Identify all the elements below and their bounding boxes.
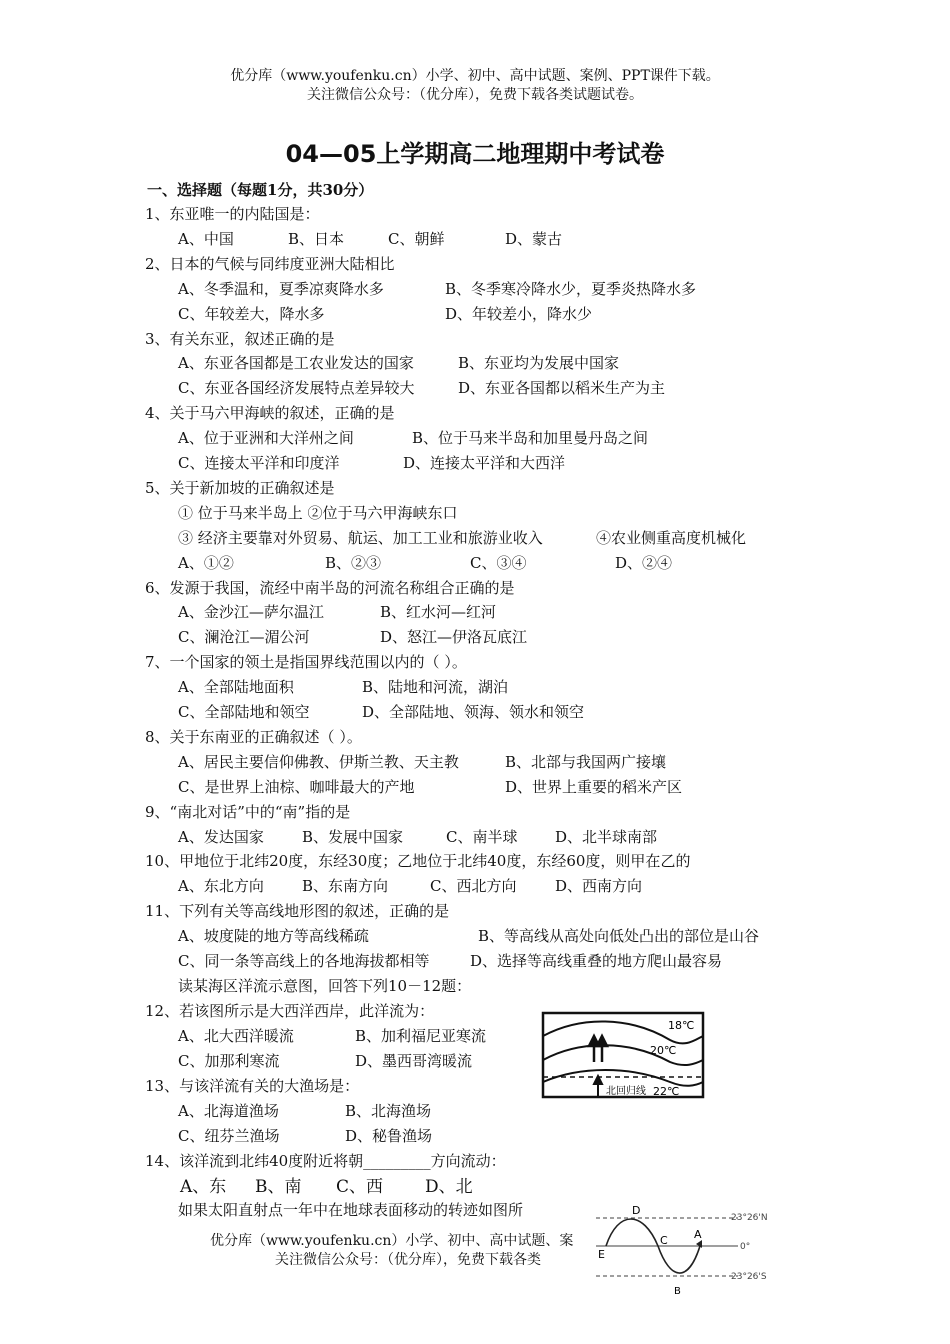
q9-option-d: D、北半球南部: [555, 828, 658, 846]
header-line-1: 优分库（www.youfenku.cn）小学、初中、高中试题、案例、PPT课件下载。: [230, 68, 720, 84]
q10-option-b: B、东南方向: [302, 877, 389, 895]
question-2: 2、日本的气候与同纬度亚洲大陆相比: [145, 255, 395, 273]
q11-option-a: A、坡度陡的地方等高线稀疏: [178, 927, 369, 945]
q10-option-d: D、西南方向: [555, 877, 643, 895]
label-18: 18℃: [668, 1019, 695, 1032]
current-arrow-1: [589, 1036, 599, 1062]
q13-option-d: D、秘鲁渔场: [345, 1127, 433, 1145]
label-20: 20℃: [650, 1044, 677, 1057]
q6-option-d: D、怒江—伊洛瓦底江: [380, 628, 528, 646]
footer-line-1: 优分库（www.youfenku.cn）小学、初中、高中试题、案: [210, 1233, 574, 1249]
point-c: C: [660, 1234, 668, 1247]
q2-option-d: D、年较差小，降水少: [445, 305, 593, 323]
point-d: D: [632, 1204, 641, 1217]
isotherm-20: [543, 1045, 703, 1065]
q7-option-b: B、陆地和河流，湖泊: [362, 678, 509, 696]
question-4: 4、关于马六甲海峡的叙述，正确的是: [145, 404, 395, 422]
q11-option-d: D、选择等高线重叠的地方爬山最容易: [470, 952, 723, 970]
header-line-2: 关注微信公众号：（优分库），免费下载各类试题试卷。: [307, 87, 643, 103]
q2-option-b: B、冬季寒冷降水少，夏季炎热降水多: [445, 280, 697, 298]
question-11: 11、下列有关等高线地形图的叙述，正确的是: [145, 902, 450, 920]
question-9: 9、“南北对话”中的“南”指的是: [145, 803, 351, 821]
q7-option-d: D、全部陆地、领海、领水和领空: [362, 703, 585, 721]
q13-option-a: A、北海道渔场: [178, 1102, 279, 1120]
q6-option-c: C、澜沧江—湄公河: [178, 628, 310, 646]
ocean-figure-intro: 读某海区洋流示意图，回答下列10－12题：: [178, 977, 472, 995]
q9-option-c: C、南半球: [446, 828, 518, 846]
question-6: 6、发源于我国，流经中南半岛的河流名称组合正确的是: [145, 579, 515, 597]
sun-path-figure: [588, 1200, 778, 1300]
q11-option-c: C、同一条等高线上的各地海拔都相等: [178, 952, 430, 970]
q8-option-d: D、世界上重要的稻米产区: [505, 778, 683, 796]
lat-north: 23°26'N: [731, 1213, 768, 1223]
question-13: 13、与该洋流有关的大渔场是：: [145, 1077, 360, 1095]
label-tropic: 北回归线: [606, 1086, 646, 1097]
q7-option-a: A、全部陆地面积: [178, 678, 294, 696]
q8-option-a: A、居民主要信仰佛教、伊斯兰教、天主教: [178, 753, 459, 771]
point-a: A: [694, 1228, 702, 1241]
q6-option-b: B、红水河—红河: [380, 603, 497, 621]
q9-option-a: A、发达国家: [178, 828, 264, 846]
q10-option-c: C、西北方向: [430, 877, 517, 895]
q4-option-c: C、连接太平洋和印度洋: [178, 454, 340, 472]
q10-option-a: A、东北方向: [178, 877, 264, 895]
question-8: 8、关于东南亚的正确叙述（ ）。: [145, 728, 362, 746]
q14-option-d: D、北: [425, 1177, 473, 1197]
q14-option-a: A、东: [180, 1177, 227, 1197]
label-22: 22℃: [653, 1085, 680, 1098]
question-7: 7、一个国家的领土是指国界线范围以内的（ ）。: [145, 653, 467, 671]
question-3: 3、有关东亚，叙述正确的是: [145, 330, 335, 348]
section-heading: 一、选择题（每题1分，共30分）: [147, 181, 374, 199]
q5-option-a: A、①②: [178, 554, 234, 572]
lat-equator: 0°: [740, 1242, 751, 1252]
q3-option-c: C、东亚各国经济发展特点差异较大: [178, 379, 415, 397]
q11-option-b: B、等高线从高处向低处凸出的部位是山谷: [478, 927, 760, 945]
q9-option-b: B、发展中国家: [302, 828, 404, 846]
q1-option-b: B、日本: [288, 230, 345, 248]
q5-statement-1: ① 位于马来半岛上 ②位于马六甲海峡东口: [178, 504, 458, 522]
q2-option-a: A、冬季温和，夏季凉爽降水多: [178, 280, 384, 298]
question-5: 5、关于新加坡的正确叙述是: [145, 479, 335, 497]
q1-option-c: C、朝鲜: [388, 230, 445, 248]
q5-option-d: D、②④: [615, 554, 673, 572]
q14-option-c: C、西: [336, 1177, 384, 1197]
q4-option-b: B、位于马来半岛和加里曼丹岛之间: [412, 429, 649, 447]
q2-option-c: C、年较差大，降水多: [178, 305, 325, 323]
q5-option-b: B、②③: [325, 554, 382, 572]
page-title: 04—05上学期高二地理期中考试卷: [285, 140, 665, 168]
q14-option-b: B、南: [255, 1177, 302, 1197]
q8-option-b: B、北部与我国两广接壤: [505, 753, 667, 771]
footer-line-2: 关注微信公众号：（优分库），免费下载各类: [275, 1252, 541, 1268]
point-e: E: [598, 1248, 605, 1261]
q5-option-c: C、③④: [470, 554, 527, 572]
q13-option-c: C、纽芬兰渔场: [178, 1127, 280, 1145]
q4-option-d: D、连接太平洋和大西洋: [403, 454, 566, 472]
q12-option-c: C、加那利寒流: [178, 1052, 280, 1070]
q4-option-a: A、位于亚洲和大洋州之间: [178, 429, 354, 447]
q5-statement-2: ③ 经济主要靠对外贸易、航运、加工工业和旅游业收入: [178, 529, 543, 547]
point-b: B: [674, 1286, 681, 1297]
q1-option-a: A、中国: [178, 230, 234, 248]
current-arrow-2: [597, 1036, 607, 1062]
question-1: 1、东亚唯一的内陆国是：: [145, 205, 320, 223]
q13-option-b: B、北海渔场: [345, 1102, 432, 1120]
q7-option-c: C、全部陆地和领空: [178, 703, 310, 721]
q3-option-a: A、东亚各国都是工农业发达的国家: [178, 354, 414, 372]
question-10: 10、甲地位于北纬20度，东经30度；乙地位于北纬40度，东经60度，则甲在乙的: [145, 852, 691, 870]
q12-option-b: B、加利福尼亚寒流: [355, 1027, 487, 1045]
sun-figure-intro: 如果太阳直射点一年中在地球表面移动的转迹如图所: [178, 1201, 524, 1219]
q12-option-d: D、墨西哥湾暖流: [355, 1052, 473, 1070]
q3-option-d: D、东亚各国都以稻米生产为主: [458, 379, 666, 397]
q3-option-b: B、东亚均为发展中国家: [458, 354, 620, 372]
lat-south: 23°26'S: [731, 1272, 767, 1282]
current-arrow-3: [594, 1076, 602, 1096]
q5-statement-3: ④农业侧重高度机械化: [596, 529, 747, 547]
ocean-current-figure: [540, 1010, 710, 1102]
question-14: 14、该洋流到北纬40度附近将朝_________方向流动：: [145, 1152, 506, 1170]
q8-option-c: C、是世界上油棕、咖啡最大的产地: [178, 778, 415, 796]
question-12: 12、若该图所示是大西洋西岸，此洋流为：: [145, 1002, 435, 1020]
q12-option-a: A、北大西洋暖流: [178, 1027, 294, 1045]
q6-option-a: A、金沙江—萨尔温江: [178, 603, 324, 621]
isotherm-22: [543, 1070, 703, 1086]
q1-option-d: D、蒙古: [505, 230, 563, 248]
